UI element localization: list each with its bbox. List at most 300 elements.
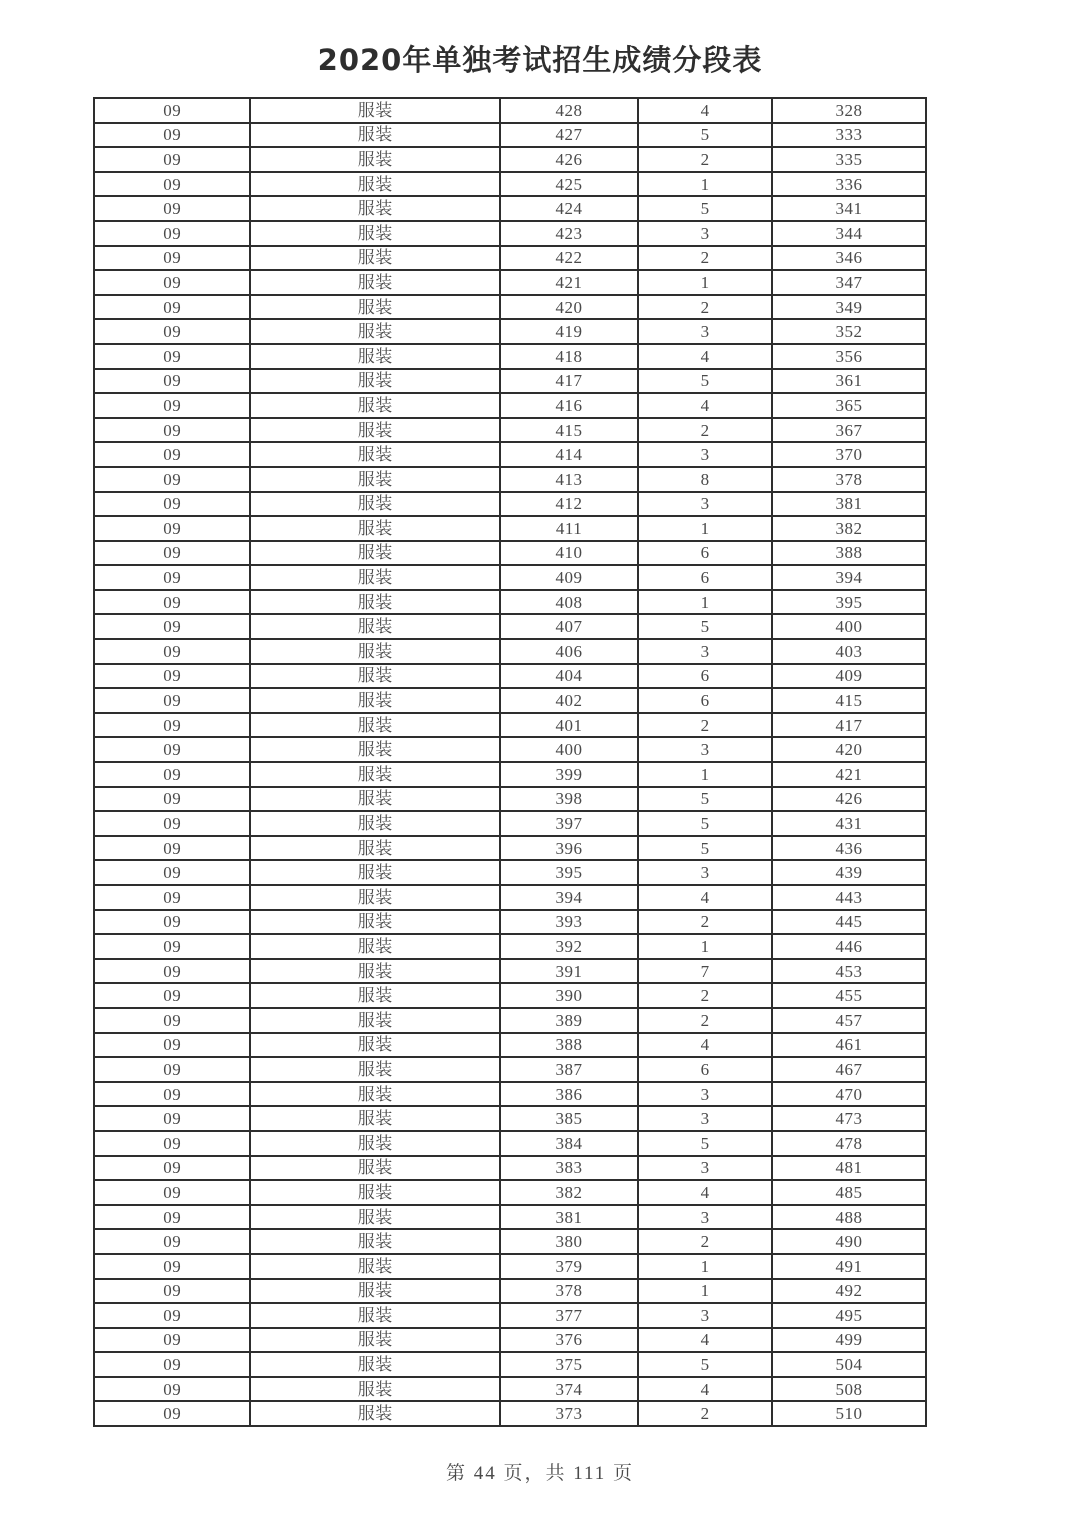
cell-score: 383 <box>500 1156 638 1181</box>
cell-category-code: 09 <box>94 1008 250 1033</box>
cell-cumulative-count: 491 <box>772 1254 926 1279</box>
cell-major-name: 服装 <box>250 196 500 221</box>
cell-major-name: 服装 <box>250 1205 500 1230</box>
cell-count-at-score: 5 <box>638 123 772 148</box>
table-row <box>94 442 926 467</box>
cell-cumulative-count: 415 <box>772 688 926 713</box>
table-row <box>94 811 926 836</box>
cell-score: 419 <box>500 319 638 344</box>
cell-major-name: 服装 <box>250 959 500 984</box>
cell-cumulative-count: 344 <box>772 221 926 246</box>
table-row <box>94 1156 926 1181</box>
cell-major-name: 服装 <box>250 565 500 590</box>
cell-score: 404 <box>500 664 638 689</box>
cell-category-code: 09 <box>94 1279 250 1304</box>
cell-count-at-score: 1 <box>638 1279 772 1304</box>
cell-cumulative-count: 409 <box>772 664 926 689</box>
cell-category-code: 09 <box>94 836 250 861</box>
cell-cumulative-count: 431 <box>772 811 926 836</box>
cell-count-at-score: 1 <box>638 762 772 787</box>
cell-count-at-score: 2 <box>638 1401 772 1426</box>
cell-cumulative-count: 461 <box>772 1033 926 1058</box>
cell-category-code: 09 <box>94 196 250 221</box>
cell-category-code: 09 <box>94 639 250 664</box>
cell-category-code: 09 <box>94 959 250 984</box>
cell-count-at-score: 3 <box>638 860 772 885</box>
cell-score: 408 <box>500 590 638 615</box>
cell-cumulative-count: 421 <box>772 762 926 787</box>
cell-major-name: 服装 <box>250 1279 500 1304</box>
table-row <box>94 467 926 492</box>
table-row <box>94 1057 926 1082</box>
cell-score: 396 <box>500 836 638 861</box>
cell-category-code: 09 <box>94 1106 250 1131</box>
cell-cumulative-count: 367 <box>772 418 926 443</box>
cell-category-code: 09 <box>94 910 250 935</box>
cell-cumulative-count: 347 <box>772 270 926 295</box>
cell-score: 416 <box>500 393 638 418</box>
cell-count-at-score: 1 <box>638 516 772 541</box>
cell-major-name: 服装 <box>250 1254 500 1279</box>
cell-major-name: 服装 <box>250 1156 500 1181</box>
cell-cumulative-count: 481 <box>772 1156 926 1181</box>
cell-major-name: 服装 <box>250 1082 500 1107</box>
table-row <box>94 246 926 271</box>
cell-major-name: 服装 <box>250 762 500 787</box>
cell-cumulative-count: 352 <box>772 319 926 344</box>
table-row <box>94 221 926 246</box>
cell-count-at-score: 4 <box>638 344 772 369</box>
cell-major-name: 服装 <box>250 369 500 394</box>
cell-major-name: 服装 <box>250 688 500 713</box>
cell-score: 412 <box>500 492 638 517</box>
table-row <box>94 1352 926 1377</box>
cell-score: 379 <box>500 1254 638 1279</box>
cell-score: 378 <box>500 1279 638 1304</box>
cell-count-at-score: 5 <box>638 836 772 861</box>
cell-score: 375 <box>500 1352 638 1377</box>
cell-count-at-score: 1 <box>638 172 772 197</box>
cell-major-name: 服装 <box>250 664 500 689</box>
cell-score: 401 <box>500 713 638 738</box>
cell-score: 422 <box>500 246 638 271</box>
table-row <box>94 295 926 320</box>
cell-category-code: 09 <box>94 1229 250 1254</box>
cell-cumulative-count: 467 <box>772 1057 926 1082</box>
table-row <box>94 614 926 639</box>
cell-count-at-score: 8 <box>638 467 772 492</box>
cell-count-at-score: 5 <box>638 196 772 221</box>
cell-score: 415 <box>500 418 638 443</box>
table-row <box>94 1229 926 1254</box>
cell-count-at-score: 4 <box>638 1033 772 1058</box>
cell-category-code: 09 <box>94 565 250 590</box>
cell-category-code: 09 <box>94 123 250 148</box>
cell-score: 385 <box>500 1106 638 1131</box>
cell-cumulative-count: 426 <box>772 787 926 812</box>
cell-major-name: 服装 <box>250 1057 500 1082</box>
cell-cumulative-count: 492 <box>772 1279 926 1304</box>
cell-score: 390 <box>500 983 638 1008</box>
cell-major-name: 服装 <box>250 787 500 812</box>
cell-category-code: 09 <box>94 664 250 689</box>
table-row <box>94 885 926 910</box>
cell-count-at-score: 2 <box>638 713 772 738</box>
cell-score: 394 <box>500 885 638 910</box>
cell-category-code: 09 <box>94 246 250 271</box>
cell-major-name: 服装 <box>250 492 500 517</box>
score-table <box>93 97 927 1427</box>
cell-count-at-score: 2 <box>638 1008 772 1033</box>
cell-score: 382 <box>500 1180 638 1205</box>
cell-score: 386 <box>500 1082 638 1107</box>
table-row <box>94 959 926 984</box>
cell-count-at-score: 4 <box>638 393 772 418</box>
cell-major-name: 服装 <box>250 1377 500 1402</box>
table-row <box>94 1082 926 1107</box>
cell-score: 400 <box>500 737 638 762</box>
cell-score: 393 <box>500 910 638 935</box>
cell-category-code: 09 <box>94 1033 250 1058</box>
cell-score: 417 <box>500 369 638 394</box>
cell-score: 374 <box>500 1377 638 1402</box>
cell-major-name: 服装 <box>250 614 500 639</box>
cell-count-at-score: 4 <box>638 1377 772 1402</box>
cell-major-name: 服装 <box>250 934 500 959</box>
cell-score: 427 <box>500 123 638 148</box>
cell-major-name: 服装 <box>250 983 500 1008</box>
cell-major-name: 服装 <box>250 319 500 344</box>
cell-major-name: 服装 <box>250 442 500 467</box>
cell-major-name: 服装 <box>250 737 500 762</box>
cell-major-name: 服装 <box>250 885 500 910</box>
cell-score: 428 <box>500 98 638 123</box>
cell-major-name: 服装 <box>250 1303 500 1328</box>
cell-major-name: 服装 <box>250 541 500 566</box>
cell-major-name: 服装 <box>250 246 500 271</box>
table-row <box>94 196 926 221</box>
cell-major-name: 服装 <box>250 393 500 418</box>
cell-cumulative-count: 420 <box>772 737 926 762</box>
cell-cumulative-count: 394 <box>772 565 926 590</box>
cell-cumulative-count: 395 <box>772 590 926 615</box>
cell-count-at-score: 6 <box>638 565 772 590</box>
table-row <box>94 983 926 1008</box>
cell-count-at-score: 5 <box>638 1352 772 1377</box>
cell-score: 426 <box>500 147 638 172</box>
cell-major-name: 服装 <box>250 1352 500 1377</box>
table-row <box>94 123 926 148</box>
cell-category-code: 09 <box>94 1180 250 1205</box>
cell-category-code: 09 <box>94 393 250 418</box>
cell-category-code: 09 <box>94 516 250 541</box>
cell-category-code: 09 <box>94 885 250 910</box>
table-row <box>94 836 926 861</box>
cell-count-at-score: 2 <box>638 147 772 172</box>
cell-score: 384 <box>500 1131 638 1156</box>
cell-score: 397 <box>500 811 638 836</box>
table-row <box>94 319 926 344</box>
cell-cumulative-count: 490 <box>772 1229 926 1254</box>
cell-cumulative-count: 388 <box>772 541 926 566</box>
cell-major-name: 服装 <box>250 516 500 541</box>
cell-count-at-score: 6 <box>638 664 772 689</box>
cell-cumulative-count: 495 <box>772 1303 926 1328</box>
table-row <box>94 762 926 787</box>
cell-cumulative-count: 446 <box>772 934 926 959</box>
cell-cumulative-count: 349 <box>772 295 926 320</box>
cell-category-code: 09 <box>94 688 250 713</box>
cell-category-code: 09 <box>94 369 250 394</box>
table-row <box>94 1008 926 1033</box>
cell-count-at-score: 4 <box>638 98 772 123</box>
cell-cumulative-count: 403 <box>772 639 926 664</box>
cell-cumulative-count: 381 <box>772 492 926 517</box>
table-row <box>94 1180 926 1205</box>
cell-cumulative-count: 499 <box>772 1328 926 1353</box>
cell-score: 389 <box>500 1008 638 1033</box>
table-row <box>94 713 926 738</box>
cell-category-code: 09 <box>94 811 250 836</box>
cell-cumulative-count: 370 <box>772 442 926 467</box>
cell-category-code: 09 <box>94 1131 250 1156</box>
cell-category-code: 09 <box>94 614 250 639</box>
page-title: 2020年单独考试招生成绩分段表 <box>317 43 763 77</box>
cell-major-name: 服装 <box>250 713 500 738</box>
cell-count-at-score: 1 <box>638 270 772 295</box>
cell-category-code: 09 <box>94 319 250 344</box>
cell-category-code: 09 <box>94 1156 250 1181</box>
cell-count-at-score: 6 <box>638 688 772 713</box>
cell-major-name: 服装 <box>250 1131 500 1156</box>
table-row <box>94 172 926 197</box>
cell-major-name: 服装 <box>250 98 500 123</box>
cell-cumulative-count: 335 <box>772 147 926 172</box>
cell-cumulative-count: 445 <box>772 910 926 935</box>
cell-category-code: 09 <box>94 1082 250 1107</box>
cell-score: 377 <box>500 1303 638 1328</box>
table-row <box>94 541 926 566</box>
cell-cumulative-count: 457 <box>772 1008 926 1033</box>
cell-cumulative-count: 470 <box>772 1082 926 1107</box>
table-row <box>94 1328 926 1353</box>
cell-category-code: 09 <box>94 934 250 959</box>
cell-cumulative-count: 453 <box>772 959 926 984</box>
cell-score: 399 <box>500 762 638 787</box>
cell-score: 414 <box>500 442 638 467</box>
cell-count-at-score: 1 <box>638 934 772 959</box>
cell-major-name: 服装 <box>250 344 500 369</box>
table-row <box>94 1401 926 1426</box>
cell-score: 409 <box>500 565 638 590</box>
cell-score: 395 <box>500 860 638 885</box>
table-row <box>94 344 926 369</box>
cell-count-at-score: 5 <box>638 811 772 836</box>
cell-cumulative-count: 485 <box>772 1180 926 1205</box>
cell-cumulative-count: 356 <box>772 344 926 369</box>
cell-score: 406 <box>500 639 638 664</box>
cell-major-name: 服装 <box>250 811 500 836</box>
cell-category-code: 09 <box>94 1303 250 1328</box>
cell-category-code: 09 <box>94 221 250 246</box>
cell-major-name: 服装 <box>250 910 500 935</box>
cell-cumulative-count: 473 <box>772 1106 926 1131</box>
table-row <box>94 393 926 418</box>
cell-cumulative-count: 400 <box>772 614 926 639</box>
cell-cumulative-count: 417 <box>772 713 926 738</box>
cell-category-code: 09 <box>94 147 250 172</box>
cell-score: 425 <box>500 172 638 197</box>
cell-major-name: 服装 <box>250 270 500 295</box>
cell-count-at-score: 2 <box>638 246 772 271</box>
cell-score: 413 <box>500 467 638 492</box>
cell-score: 411 <box>500 516 638 541</box>
cell-cumulative-count: 443 <box>772 885 926 910</box>
cell-cumulative-count: 333 <box>772 123 926 148</box>
cell-count-at-score: 1 <box>638 590 772 615</box>
cell-count-at-score: 3 <box>638 221 772 246</box>
cell-major-name: 服装 <box>250 1008 500 1033</box>
table-row <box>94 565 926 590</box>
cell-count-at-score: 7 <box>638 959 772 984</box>
table-row <box>94 1106 926 1131</box>
table-row <box>94 369 926 394</box>
cell-cumulative-count: 328 <box>772 98 926 123</box>
cell-score: 398 <box>500 787 638 812</box>
cell-score: 420 <box>500 295 638 320</box>
cell-score: 421 <box>500 270 638 295</box>
cell-cumulative-count: 508 <box>772 1377 926 1402</box>
cell-cumulative-count: 378 <box>772 467 926 492</box>
cell-cumulative-count: 341 <box>772 196 926 221</box>
cell-cumulative-count: 455 <box>772 983 926 1008</box>
cell-category-code: 09 <box>94 1254 250 1279</box>
cell-major-name: 服装 <box>250 860 500 885</box>
cell-category-code: 09 <box>94 860 250 885</box>
cell-major-name: 服装 <box>250 123 500 148</box>
cell-count-at-score: 3 <box>638 639 772 664</box>
cell-score: 373 <box>500 1401 638 1426</box>
table-row <box>94 1303 926 1328</box>
cell-score: 392 <box>500 934 638 959</box>
table-row <box>94 492 926 517</box>
cell-count-at-score: 2 <box>638 418 772 443</box>
cell-score: 402 <box>500 688 638 713</box>
cell-count-at-score: 3 <box>638 442 772 467</box>
table-row <box>94 664 926 689</box>
cell-cumulative-count: 478 <box>772 1131 926 1156</box>
cell-category-code: 09 <box>94 1328 250 1353</box>
cell-score: 410 <box>500 541 638 566</box>
table-row <box>94 910 926 935</box>
table-row <box>94 1279 926 1304</box>
cell-cumulative-count: 436 <box>772 836 926 861</box>
cell-major-name: 服装 <box>250 1106 500 1131</box>
cell-score: 418 <box>500 344 638 369</box>
cell-count-at-score: 2 <box>638 983 772 1008</box>
table-row <box>94 270 926 295</box>
cell-cumulative-count: 361 <box>772 369 926 394</box>
table-row <box>94 639 926 664</box>
cell-category-code: 09 <box>94 1352 250 1377</box>
table-row <box>94 147 926 172</box>
table-row <box>94 860 926 885</box>
cell-major-name: 服装 <box>250 1180 500 1205</box>
cell-major-name: 服装 <box>250 1229 500 1254</box>
cell-count-at-score: 5 <box>638 614 772 639</box>
cell-count-at-score: 4 <box>638 1180 772 1205</box>
cell-count-at-score: 6 <box>638 1057 772 1082</box>
cell-category-code: 09 <box>94 172 250 197</box>
cell-category-code: 09 <box>94 983 250 1008</box>
cell-score: 376 <box>500 1328 638 1353</box>
cell-category-code: 09 <box>94 1057 250 1082</box>
cell-category-code: 09 <box>94 442 250 467</box>
cell-score: 380 <box>500 1229 638 1254</box>
cell-count-at-score: 5 <box>638 369 772 394</box>
table-row <box>94 787 926 812</box>
table-row <box>94 516 926 541</box>
cell-score: 388 <box>500 1033 638 1058</box>
table-row <box>94 1254 926 1279</box>
cell-count-at-score: 4 <box>638 1328 772 1353</box>
table-row <box>94 688 926 713</box>
cell-major-name: 服装 <box>250 172 500 197</box>
cell-major-name: 服装 <box>250 1328 500 1353</box>
cell-count-at-score: 3 <box>638 319 772 344</box>
cell-count-at-score: 2 <box>638 295 772 320</box>
table-row <box>94 1377 926 1402</box>
cell-major-name: 服装 <box>250 639 500 664</box>
cell-cumulative-count: 382 <box>772 516 926 541</box>
cell-count-at-score: 3 <box>638 1303 772 1328</box>
cell-category-code: 09 <box>94 98 250 123</box>
cell-count-at-score: 5 <box>638 1131 772 1156</box>
cell-cumulative-count: 365 <box>772 393 926 418</box>
cell-category-code: 09 <box>94 295 250 320</box>
cell-category-code: 09 <box>94 590 250 615</box>
table-row <box>94 1205 926 1230</box>
cell-major-name: 服装 <box>250 1401 500 1426</box>
cell-category-code: 09 <box>94 270 250 295</box>
table-row <box>94 590 926 615</box>
cell-major-name: 服装 <box>250 147 500 172</box>
cell-count-at-score: 3 <box>638 492 772 517</box>
cell-category-code: 09 <box>94 762 250 787</box>
cell-category-code: 09 <box>94 467 250 492</box>
page-footer: 第 44 页，共 111 页 <box>445 1463 635 1484</box>
cell-cumulative-count: 510 <box>772 1401 926 1426</box>
table-row <box>94 98 926 123</box>
cell-major-name: 服装 <box>250 221 500 246</box>
cell-category-code: 09 <box>94 787 250 812</box>
table-row <box>94 737 926 762</box>
cell-count-at-score: 3 <box>638 1205 772 1230</box>
cell-category-code: 09 <box>94 344 250 369</box>
cell-count-at-score: 6 <box>638 541 772 566</box>
cell-category-code: 09 <box>94 737 250 762</box>
cell-count-at-score: 2 <box>638 910 772 935</box>
cell-score: 381 <box>500 1205 638 1230</box>
cell-cumulative-count: 336 <box>772 172 926 197</box>
cell-count-at-score: 3 <box>638 1156 772 1181</box>
table-row <box>94 418 926 443</box>
cell-category-code: 09 <box>94 713 250 738</box>
cell-count-at-score: 3 <box>638 1106 772 1131</box>
cell-category-code: 09 <box>94 541 250 566</box>
cell-major-name: 服装 <box>250 467 500 492</box>
cell-score: 407 <box>500 614 638 639</box>
